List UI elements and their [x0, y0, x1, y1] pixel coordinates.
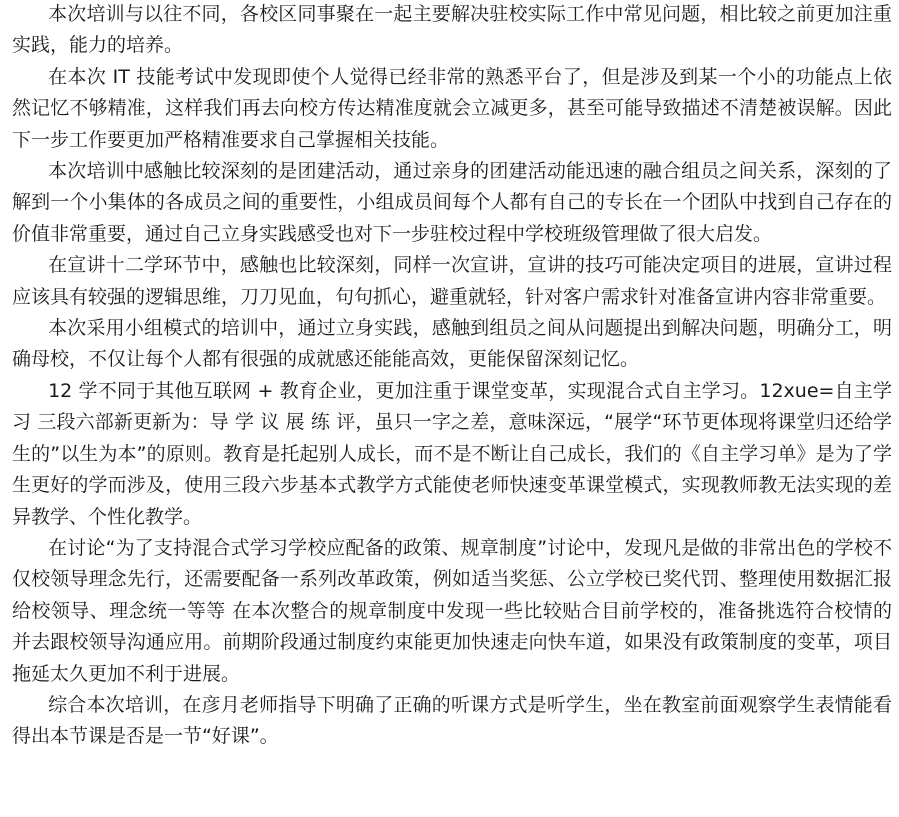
paragraph-6: 12 学不同于其他互联网 + 教育企业，更加注重于课堂变革，实现混合式自主学习。12xue=自主学习 三段六部新更新为：导 学 议 展 练 评，虽只一字之差，意味深远，“展学“环节更体现将课堂归还给学生的”以生为本”的原则。教育是托起别人成长，而不是不断让自己成长，我们的《自主学习单》是为了学生更好的学而涉及，使用三段六步基本式教学方式能使老师快速变革课堂模式，实现教师教无法实现的差异教学、个性化教学。: [12, 379, 892, 528]
paragraph-7: 在讨论“为了支持混合式学习学校应配备的政策、规章制度”讨论中，发现凡是做的非常出色的学校不仅校领导理念先行，还需要配备一系列改革政策，例如适当奖惩、公立学校已奖代罚、整理使用数据汇报给校领导、理念统一等等 在本次整合的规章制度中发现一些比较贴合目前学校的，准备挑选符合校情的并去跟校领导沟通应用。前期阶段通过制度约束能更加快速走向快车道，如果没有政策制度的变革，项目拖延太久更加不利于进展。: [12, 536, 892, 685]
paragraph-4: 在宣讲十二学环节中，感触也比较深刻，同样一次宣讲，宣讲的技巧可能决定项目的进展，宣讲过程应该具有较强的逻辑思维，刀刀见血，句句抓心，避重就轻，针对客户需求针对准备宣讲内容非常重要。: [12, 254, 892, 308]
paragraph-1: 本次培训与以往不同，各校区同事聚在一起主要解决驻校实际工作中常见问题，相比较之前更加注重实践，能力的培养。: [12, 3, 892, 57]
paragraph-5: 本次采用小组模式的培训中，通过立身实践，感触到组员之间从问题提出到解决问题，明确分工，明确母校，不仅让每个人都有很强的成就感还能能高效，更能保留深刻记忆。: [12, 317, 892, 371]
paragraph-8: 综合本次培训，在彦月老师指导下明确了正确的听课方式是听学生，坐在教室前面观察学生表情能看得出本节课是否是一节“好课”。: [12, 693, 892, 748]
paragraph-3: 本次培训中感触比较深刻的是团建活动，通过亲身的团建活动能迅速的融合组员之间关系，深刻的了解到一个小集体的各成员之间的重要性，小组成员间每个人都有自己的专长在一个团队中找到自己存在的价值非常重要，通过自己立身实践感受也对下一步驻校过程中学校班级管理做了很大启发。: [12, 160, 892, 245]
paragraph-2: 在本次 IT 技能考试中发现即使个人觉得已经非常的熟悉平台了，但是涉及到某一个小的功能点上依然记忆不够精准，这样我们再去向校方传达精准度就会立减更多，甚至可能导致描述不清楚被误解。因此下一步工作要更加严格精准要求自己掌握相关技能。: [12, 65, 892, 151]
